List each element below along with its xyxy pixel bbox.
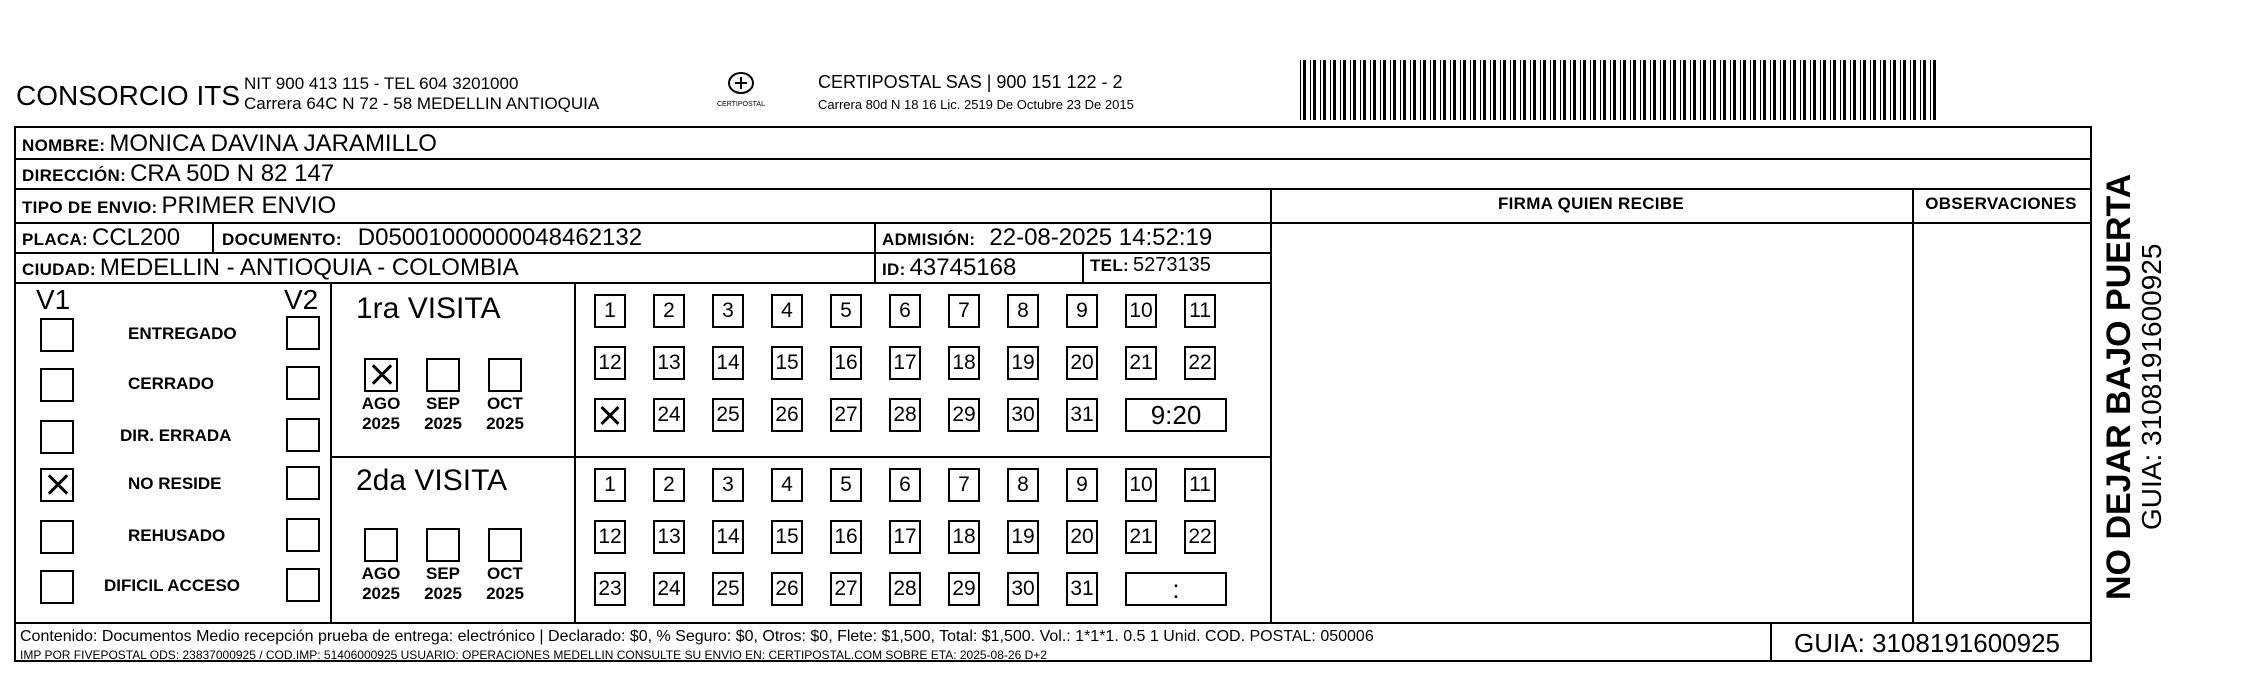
barcode-bar: [1413, 60, 1416, 120]
day-box[interactable]: 10: [1125, 468, 1157, 502]
day-box[interactable]: 15: [771, 346, 803, 380]
day-box[interactable]: 19: [1007, 346, 1039, 380]
barcode-bar: [1453, 60, 1456, 120]
barcode-bar: [1673, 60, 1676, 120]
barcode-bar: [1923, 60, 1926, 120]
barcode-bar: [1660, 60, 1661, 120]
barcode-bar: [1640, 60, 1641, 120]
barcode-bar: [1330, 60, 1331, 120]
barcode-bar: [1470, 60, 1471, 120]
month-name: OCT: [487, 394, 523, 413]
barcode-bar: [1480, 60, 1481, 120]
barcode-bar: [1733, 60, 1736, 120]
day-box[interactable]: 21: [1125, 346, 1157, 380]
day-box[interactable]: 7: [948, 468, 980, 502]
placa-value: CCL200: [92, 224, 181, 251]
barcode-bar: [1360, 60, 1361, 120]
tipo-row: [22, 192, 336, 220]
barcode-bar: [1523, 60, 1526, 120]
day-box[interactable]: 22: [1184, 346, 1216, 380]
month-label: [480, 564, 530, 604]
month-checkbox[interactable]: [488, 358, 522, 392]
day-box[interactable]: 2: [653, 294, 685, 328]
side-guia: GUIA: 3108191600925: [2136, 243, 2167, 530]
day-box[interactable]: 19: [1007, 520, 1039, 554]
barcode-bar: [1720, 60, 1721, 120]
tel-label: TEL:: [1090, 256, 1129, 275]
day-box[interactable]: 27: [830, 572, 862, 606]
v2-checkbox[interactable]: [286, 568, 320, 602]
barcode-bar: [1933, 60, 1936, 120]
barcode-bar: [1400, 60, 1401, 120]
direccion-label: DIRECCIÓN:: [22, 166, 127, 185]
barcode-bar: [1473, 60, 1476, 120]
barcode-bar: [1570, 60, 1571, 120]
id-value: 43745168: [909, 254, 1017, 281]
month-year: 2025: [486, 584, 524, 603]
barcode-bar: [1773, 60, 1776, 120]
day-box[interactable]: 3: [712, 468, 744, 502]
day-box[interactable]: 20: [1066, 520, 1098, 554]
day-box[interactable]: 16: [830, 346, 862, 380]
barcode-bar: [1860, 60, 1861, 120]
month-label: [356, 564, 406, 604]
barcode-bar: [1533, 60, 1536, 120]
certi-line1: CERTIPOSTAL SAS | 900 151 122 - 2: [818, 72, 1123, 92]
delivery-form: [14, 126, 2092, 662]
day-box[interactable]: 5: [830, 294, 862, 328]
barcode-bar: [1930, 60, 1931, 120]
nit-line: NIT 900 413 115 - TEL 604 3201000: [244, 74, 519, 93]
v1-label: V1: [36, 284, 71, 315]
barcode-bar: [1383, 60, 1386, 120]
time-box[interactable]: :: [1125, 572, 1227, 606]
status-label: NO RESIDE: [128, 474, 222, 493]
barcode-bar: [1363, 60, 1366, 120]
month-name: SEP: [425, 564, 461, 583]
barcode-bar: [1813, 60, 1816, 120]
barcode-bar: [1783, 60, 1786, 120]
barcode-bar: [1310, 60, 1311, 120]
status-label: REHUSADO: [128, 526, 226, 545]
day-box[interactable]: 25: [712, 572, 744, 606]
barcode-bar: [1343, 60, 1346, 120]
barcode-bar: [1853, 60, 1856, 120]
barcode-bar: [1893, 60, 1896, 120]
day-box[interactable]: 13: [653, 346, 685, 380]
barcode-bar: [1913, 60, 1916, 120]
month-year: 2025: [424, 414, 462, 433]
barcode-bar: [1440, 60, 1441, 120]
day-box[interactable]: 23: [594, 572, 626, 606]
barcode-bar: [1323, 60, 1326, 120]
day-box[interactable]: 4: [771, 294, 803, 328]
day-box[interactable]: 27: [830, 398, 862, 432]
v2-checkbox[interactable]: [286, 366, 320, 400]
barcode-bar: [1740, 60, 1741, 120]
day-box[interactable]: 14: [712, 346, 744, 380]
barcode-bar: [1850, 60, 1851, 120]
barcode-bar: [1810, 60, 1811, 120]
day-box[interactable]: 29: [948, 398, 980, 432]
ciudad-value: MEDELLIN - ANTIOQUIA - COLOMBIA: [99, 254, 519, 281]
month-name: AGO: [361, 394, 401, 413]
footer-contenido: Contenido: Documentos Medio recepción prueba de entrega: electrónico | Declarado: $0, % Seguro: $0, Otros: $0, Flete: $1,500, Total: $1,500. Vol.: 1*1*1. 0.5 1 Unid. COD. POSTAL: 050006: [20, 628, 1374, 645]
barcode-bar: [1450, 60, 1451, 120]
month-label: [356, 394, 406, 434]
barcode-bar: [1760, 60, 1761, 120]
day-box[interactable]: 2: [653, 468, 685, 502]
id-row: [882, 254, 1016, 282]
barcode-bar: [1593, 60, 1596, 120]
barcode-bar: [1370, 60, 1371, 120]
direccion-value: CRA 50D N 82 147: [130, 160, 335, 187]
footer-imp: IMP POR FIVEPOSTAL ODS: 23837000925 / COD.IMP: 51406000925 USUARIO: OPERACIONES MEDELLIN CONSULTE SU ENVIO EN: CERTIPOSTAL.COM SOBRE ETA: 2025-08-26 D+2: [20, 648, 1047, 662]
barcode-bar: [1713, 60, 1716, 120]
barcode-bar: [1700, 60, 1701, 120]
barcode-bar: [1420, 60, 1421, 120]
barcode-bar: [1803, 60, 1806, 120]
certi-line2: Carrera 80d N 18 16 Lic. 2519 De Octubre 23 De 2015: [818, 97, 1134, 112]
barcode-bar: [1833, 60, 1836, 120]
barcode-bar: [1793, 60, 1796, 120]
barcode-bar: [1600, 60, 1601, 120]
day-box[interactable]: 30: [1007, 398, 1039, 432]
day-box[interactable]: 9: [1066, 294, 1098, 328]
barcode-bar: [1753, 60, 1756, 120]
barcode-bar: [1510, 60, 1511, 120]
month-checkbox[interactable]: [364, 358, 398, 392]
first-visit-title: 1ra VISITA: [356, 292, 501, 325]
barcode-bar: [1353, 60, 1356, 120]
barcode-bar: [1723, 60, 1726, 120]
nombre-value: MONICA DAVINA JARAMILLO: [109, 130, 437, 157]
barcode-bar: [1770, 60, 1771, 120]
month-name: OCT: [487, 564, 523, 583]
company-info: [244, 74, 599, 114]
placa-row: [22, 224, 180, 252]
barcode-bar: [1560, 60, 1561, 120]
barcode-bar: [1313, 60, 1316, 120]
status-label: ENTREGADO: [128, 324, 237, 343]
day-box[interactable]: 30: [1007, 572, 1039, 606]
nombre-row: [22, 130, 437, 158]
barcode-bar: [1863, 60, 1866, 120]
barcode-bar: [1543, 60, 1546, 120]
tipo-label: TIPO DE ENVIO:: [22, 198, 158, 217]
second-visit-title: 2da VISITA: [356, 464, 508, 497]
barcode-bar: [1520, 60, 1521, 120]
day-box[interactable]: 5: [830, 468, 862, 502]
barcode-bar: [1380, 60, 1381, 120]
barcode-bar: [1800, 60, 1801, 120]
v1-checkbox[interactable]: [40, 468, 74, 502]
barcode-bar: [1603, 60, 1606, 120]
barcode-bar: [1650, 60, 1651, 120]
barcode-bar: [1300, 60, 1301, 120]
admision-label: ADMISIÓN:: [882, 230, 976, 249]
status-label: DIFICIL ACCESO: [104, 576, 241, 595]
ciudad-label: CIUDAD:: [22, 260, 96, 279]
v2-checkbox[interactable]: [286, 418, 320, 452]
barcode-bar: [1613, 60, 1616, 120]
month-label: [480, 394, 530, 434]
day-box[interactable]: 20: [1066, 346, 1098, 380]
day-box[interactable]: 29: [948, 572, 980, 606]
day-box[interactable]: 16: [830, 520, 862, 554]
day-box[interactable]: 31: [1066, 398, 1098, 432]
barcode-bar: [1563, 60, 1566, 120]
day-box[interactable]: [594, 398, 626, 432]
day-box[interactable]: 4: [771, 468, 803, 502]
barcode-bar: [1430, 60, 1431, 120]
barcode-bar: [1373, 60, 1376, 120]
barcode-bar: [1493, 60, 1496, 120]
nombre-label: NOMBRE:: [22, 136, 106, 155]
barcode-bar: [1410, 60, 1411, 120]
barcode-bar: [1910, 60, 1911, 120]
v2-checkbox[interactable]: [286, 518, 320, 552]
barcode-bar: [1530, 60, 1531, 120]
day-box[interactable]: 13: [653, 520, 685, 554]
barcode-bar: [1610, 60, 1611, 120]
barcode-bar: [1870, 60, 1871, 120]
direccion-row: [22, 160, 334, 188]
month-checkbox[interactable]: [426, 358, 460, 392]
month-year: 2025: [424, 584, 462, 603]
barcode-bar: [1683, 60, 1686, 120]
barcode-bar: [1873, 60, 1876, 120]
v1-checkbox[interactable]: [40, 520, 74, 554]
tipo-value: PRIMER ENVIO: [161, 192, 337, 219]
status-label: DIR. ERRADA: [120, 426, 232, 445]
footer-guia: GUIA: 3108191600925: [1794, 628, 2060, 658]
day-box[interactable]: 17: [889, 520, 921, 554]
barcode-bar: [1730, 60, 1731, 120]
tel-row: [1090, 254, 1211, 277]
barcode-bar: [1463, 60, 1466, 120]
day-box[interactable]: 24: [653, 398, 685, 432]
barcode-bar: [1540, 60, 1541, 120]
month-name: AGO: [361, 564, 401, 583]
day-box[interactable]: 7: [948, 294, 980, 328]
barcode-bar: [1443, 60, 1446, 120]
barcode-bar: [1550, 60, 1551, 120]
day-box[interactable]: 8: [1007, 294, 1039, 328]
barcode-bar: [1620, 60, 1621, 120]
barcode-bar: [1573, 60, 1576, 120]
month-checkbox[interactable]: [364, 528, 398, 562]
day-box[interactable]: 17: [889, 346, 921, 380]
barcode-bar: [1303, 60, 1306, 120]
day-box[interactable]: 11: [1184, 294, 1216, 328]
barcode-bar: [1903, 60, 1906, 120]
barcode-bar: [1333, 60, 1336, 120]
day-box[interactable]: 24: [653, 572, 685, 606]
barcode-bar: [1920, 60, 1921, 120]
barcode-bar: [1703, 60, 1706, 120]
barcode-bar: [1843, 60, 1846, 120]
observaciones-header: OBSERVACIONES: [1925, 194, 2077, 213]
barcode-bar: [1663, 60, 1666, 120]
barcode-bar: [1350, 60, 1351, 120]
barcode-bar: [1320, 60, 1321, 120]
day-box[interactable]: 21: [1125, 520, 1157, 554]
month-label: [418, 394, 468, 434]
barcode-bar: [1630, 60, 1631, 120]
day-box[interactable]: 3: [712, 294, 744, 328]
barcode-bar: [1403, 60, 1406, 120]
barcode-bar: [1890, 60, 1891, 120]
day-box[interactable]: 8: [1007, 468, 1039, 502]
barcode-bar: [1693, 60, 1696, 120]
barcode-bar: [1460, 60, 1461, 120]
barcode-bar: [1900, 60, 1901, 120]
id-label: ID:: [882, 260, 906, 279]
barcode-bar: [1750, 60, 1751, 120]
barcode-bar: [1623, 60, 1626, 120]
barcode-bar: [1433, 60, 1436, 120]
day-box[interactable]: 28: [889, 398, 921, 432]
month-checkbox[interactable]: [488, 528, 522, 562]
day-box[interactable]: 18: [948, 520, 980, 554]
barcode-bar: [1823, 60, 1826, 120]
logo-icon: [726, 70, 756, 96]
barcode-bar: [1710, 60, 1711, 120]
barcode-bar: [1423, 60, 1426, 120]
barcode-bar: [1393, 60, 1396, 120]
month-year: 2025: [362, 584, 400, 603]
barcode-bar: [1390, 60, 1391, 120]
barcode-bar: [1820, 60, 1821, 120]
month-year: 2025: [486, 414, 524, 433]
barcode: [1300, 60, 1940, 120]
barcode-bar: [1490, 60, 1491, 120]
day-box[interactable]: 18: [948, 346, 980, 380]
barcode-bar: [1690, 60, 1691, 120]
day-box[interactable]: 6: [889, 294, 921, 328]
barcode-bar: [1743, 60, 1746, 120]
month-label: [418, 564, 468, 604]
barcode-bar: [1580, 60, 1581, 120]
barcode-bar: [1643, 60, 1646, 120]
day-box[interactable]: 12: [594, 346, 626, 380]
admision-row: [882, 224, 1212, 252]
barcode-bar: [1790, 60, 1791, 120]
day-box[interactable]: 1: [594, 468, 626, 502]
month-name: SEP: [425, 394, 461, 413]
day-box[interactable]: 10: [1125, 294, 1157, 328]
day-box[interactable]: 12: [594, 520, 626, 554]
barcode-bar: [1653, 60, 1656, 120]
barcode-bar: [1830, 60, 1831, 120]
address-line: Carrera 64C N 72 - 58 MEDELLIN ANTIOQUIA: [244, 94, 600, 113]
documento-row: [222, 224, 642, 252]
day-box[interactable]: 26: [771, 398, 803, 432]
logo-text: CERTIPOSTAL: [717, 101, 765, 108]
day-box[interactable]: 15: [771, 520, 803, 554]
day-box[interactable]: 22: [1184, 520, 1216, 554]
barcode-bar: [1340, 60, 1341, 120]
month-year: 2025: [362, 414, 400, 433]
time-box[interactable]: 9:20: [1125, 398, 1227, 432]
day-box[interactable]: 6: [889, 468, 921, 502]
barcode-bar: [1633, 60, 1636, 120]
day-box[interactable]: 28: [889, 572, 921, 606]
barcode-bar: [1840, 60, 1841, 120]
v2-checkbox[interactable]: [286, 316, 320, 350]
barcode-bar: [1553, 60, 1556, 120]
certipostal-logo: [706, 70, 776, 108]
barcode-bar: [1883, 60, 1886, 120]
day-box[interactable]: 1: [594, 294, 626, 328]
barcode-bar: [1503, 60, 1506, 120]
day-box[interactable]: 14: [712, 520, 744, 554]
barcode-bar: [1583, 60, 1586, 120]
documento-label: DOCUMENTO:: [222, 230, 342, 249]
tel-value: 5273135: [1132, 254, 1211, 276]
day-box[interactable]: 26: [771, 572, 803, 606]
day-box[interactable]: 31: [1066, 572, 1098, 606]
v2-label: V2: [284, 284, 319, 315]
certipostal-info: [818, 72, 1134, 112]
day-box[interactable]: 11: [1184, 468, 1216, 502]
documento-value: D05001000000048462132: [357, 224, 643, 251]
day-box[interactable]: 9: [1066, 468, 1098, 502]
company-name: CONSORCIO ITS: [16, 80, 241, 111]
firma-header: FIRMA QUIEN RECIBE: [1497, 194, 1685, 213]
barcode-bar: [1763, 60, 1766, 120]
admision-value: 22-08-2025 14:52:19: [989, 224, 1213, 251]
month-checkbox[interactable]: [426, 528, 460, 562]
barcode-bar: [1880, 60, 1881, 120]
side-warning: NO DEJAR BAJO PUERTA: [2100, 173, 2138, 600]
barcode-bar: [1483, 60, 1486, 120]
placa-label: PLACA:: [22, 230, 89, 249]
v1-checkbox[interactable]: [40, 368, 74, 402]
day-box[interactable]: 25: [712, 398, 744, 432]
v1-checkbox[interactable]: [40, 570, 74, 604]
v1-checkbox[interactable]: [40, 318, 74, 352]
barcode-bar: [1500, 60, 1501, 120]
v1-checkbox[interactable]: [40, 420, 74, 454]
v2-checkbox[interactable]: [286, 466, 320, 500]
barcode-bar: [1680, 60, 1681, 120]
ciudad-row: [22, 254, 519, 282]
barcode-bar: [1590, 60, 1591, 120]
barcode-bar: [1670, 60, 1671, 120]
barcode-bar: [1780, 60, 1781, 120]
barcode-bar: [1513, 60, 1516, 120]
status-label: CERRADO: [128, 374, 214, 393]
